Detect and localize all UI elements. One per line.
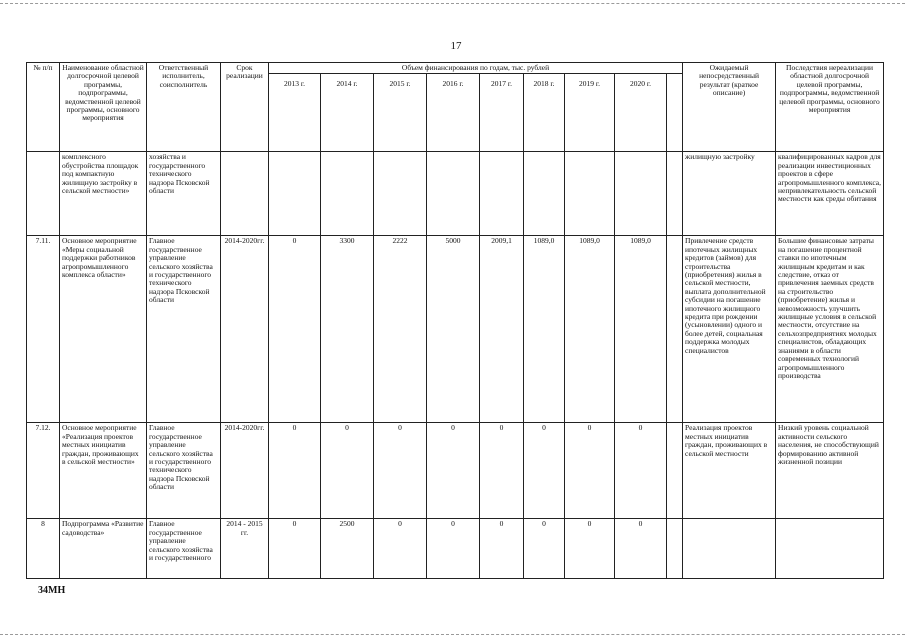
year-header: 2019 г.: [565, 74, 615, 152]
row-spacer: [667, 236, 683, 423]
row-value: 3300: [321, 236, 374, 423]
row-value: 0: [269, 236, 321, 423]
table-row: [27, 519, 884, 579]
row-value: [269, 152, 321, 236]
header-term: Срок реализации: [221, 63, 269, 152]
row-value: 0: [480, 423, 524, 519]
row-name: Подпрограмма «Развитие садоводства»: [60, 519, 147, 579]
table-row: [27, 423, 884, 519]
scan-artifact-top: [0, 3, 905, 4]
row-value: 0: [524, 519, 565, 579]
row-value: 2222: [374, 236, 427, 423]
row-value: 0: [524, 423, 565, 519]
row-value: [374, 152, 427, 236]
row-result: Привлечение средств ипотечных жилищных кредитов (займов) для строительства (приобретения) жилья в сельской местности, выплата дополнительной субсидии на погашение ипотечного жилищного кредита при рождении (усыновлении) одного и более детей, социальная поддержка молодых специалистов: [683, 236, 776, 423]
scan-artifact-bottom: [0, 634, 905, 635]
row-value: [480, 152, 524, 236]
row-name: Основное мероприятие «Меры социальной поддержки работников агропромышленного комплекса области»: [60, 236, 147, 423]
year-spacer: [667, 74, 683, 152]
year-header: 2016 г.: [427, 74, 480, 152]
row-num: 8: [27, 519, 60, 579]
table-row: [27, 152, 884, 236]
year-header: 2014 г.: [321, 74, 374, 152]
row-value: 2009,1: [480, 236, 524, 423]
header-financing: Объем финансирования по годам, тыс. рублей: [269, 63, 683, 74]
row-executor: Главное государственное управление сельского хозяйства и государственного технического надзора Псковской области: [147, 423, 221, 519]
row-value: 1089,0: [565, 236, 615, 423]
row-term: 2014 - 2015 гг.: [221, 519, 269, 579]
row-consequences: [776, 519, 884, 579]
row-name: Основное мероприятие «Реализация проектов местных инициатив граждан, проживающих в сельской местности»: [60, 423, 147, 519]
row-spacer: [667, 519, 683, 579]
row-executor: хозяйства и государственного технического надзора Псковской области: [147, 152, 221, 236]
row-name: комплексного обустройства площадок под компактную жилищную застройку в сельской местности»: [60, 152, 147, 236]
row-term: [221, 152, 269, 236]
row-spacer: [667, 423, 683, 519]
row-value: 1089,0: [524, 236, 565, 423]
row-value: 2500: [321, 519, 374, 579]
table-row: [27, 236, 884, 423]
header-result: Ожидаемый непосредственный результат (краткое описание): [683, 63, 776, 152]
year-header: 2015 г.: [374, 74, 427, 152]
row-result: Реализация проектов местных инициатив граждан, проживающих в сельской местности: [683, 423, 776, 519]
row-value: [321, 152, 374, 236]
row-value: [615, 152, 667, 236]
row-spacer: [667, 152, 683, 236]
row-consequences: Большие финансовые затраты на погашение процентной ставки по ипотечным жилищным кредитам и как следствие, отказ от привлечения заемных средств на строительство (приобретение) жилья и невозможность улучшить жилищные условия в сельской местности, отсутствие на сельхозпредприятиях молодых специалистов, обладающих знаниями в области современных технологий агропромышленного производства: [776, 236, 884, 423]
row-result: [683, 519, 776, 579]
row-num: [27, 152, 60, 236]
row-value: 0: [321, 423, 374, 519]
row-num: 7.11.: [27, 236, 60, 423]
row-value: [427, 152, 480, 236]
row-executor: Главное государственное управление сельского хозяйства и государственного: [147, 519, 221, 579]
row-term: 2014-2020гг.: [221, 236, 269, 423]
year-header: 2017 г.: [480, 74, 524, 152]
row-value: 0: [615, 519, 667, 579]
row-consequences: Низкий уровень социальной активности сельского населения, не способствующий формированию активной жизненной позиции: [776, 423, 884, 519]
document-code: 34МН: [38, 585, 66, 596]
year-header: 2013 г.: [269, 74, 321, 152]
row-value: 0: [427, 423, 480, 519]
row-value: 0: [427, 519, 480, 579]
header-name: Наименование областной долгосрочной целевой программы, подпрограммы, ведомственной целевой программы, основного мероприятия: [60, 63, 147, 152]
row-value: [565, 152, 615, 236]
year-header: 2018 г.: [524, 74, 565, 152]
row-value: 0: [480, 519, 524, 579]
row-value: 0: [374, 519, 427, 579]
row-value: 1089,0: [615, 236, 667, 423]
row-executor: Главное государственное управление сельского хозяйства и государственного технического надзора Псковской области: [147, 236, 221, 423]
row-value: 0: [565, 519, 615, 579]
header-num: № п/п: [27, 63, 60, 152]
row-result: жилищную застройку: [683, 152, 776, 236]
financing-table: [26, 62, 884, 579]
header-executor: Ответственный исполнитель, соисполнитель: [147, 63, 221, 152]
row-value: 0: [565, 423, 615, 519]
row-num: 7.12.: [27, 423, 60, 519]
page-number: 17: [450, 40, 462, 52]
year-header: 2020 г.: [615, 74, 667, 152]
row-value: 0: [615, 423, 667, 519]
row-value: 0: [374, 423, 427, 519]
row-value: 5000: [427, 236, 480, 423]
row-value: 0: [269, 423, 321, 519]
row-consequences: квалифицированных кадров для реализации инвестиционных проектов в сфере агропромышленного комплекса, непривлекательность сельской местности как среды обитания: [776, 152, 884, 236]
row-value: [524, 152, 565, 236]
header-consequences: Последствия нереализации областной долгосрочной целевой программы, подпрограммы, ведомственной целевой программы, основного мероприятия: [776, 63, 884, 152]
row-term: 2014-2020гг.: [221, 423, 269, 519]
row-value: 0: [269, 519, 321, 579]
